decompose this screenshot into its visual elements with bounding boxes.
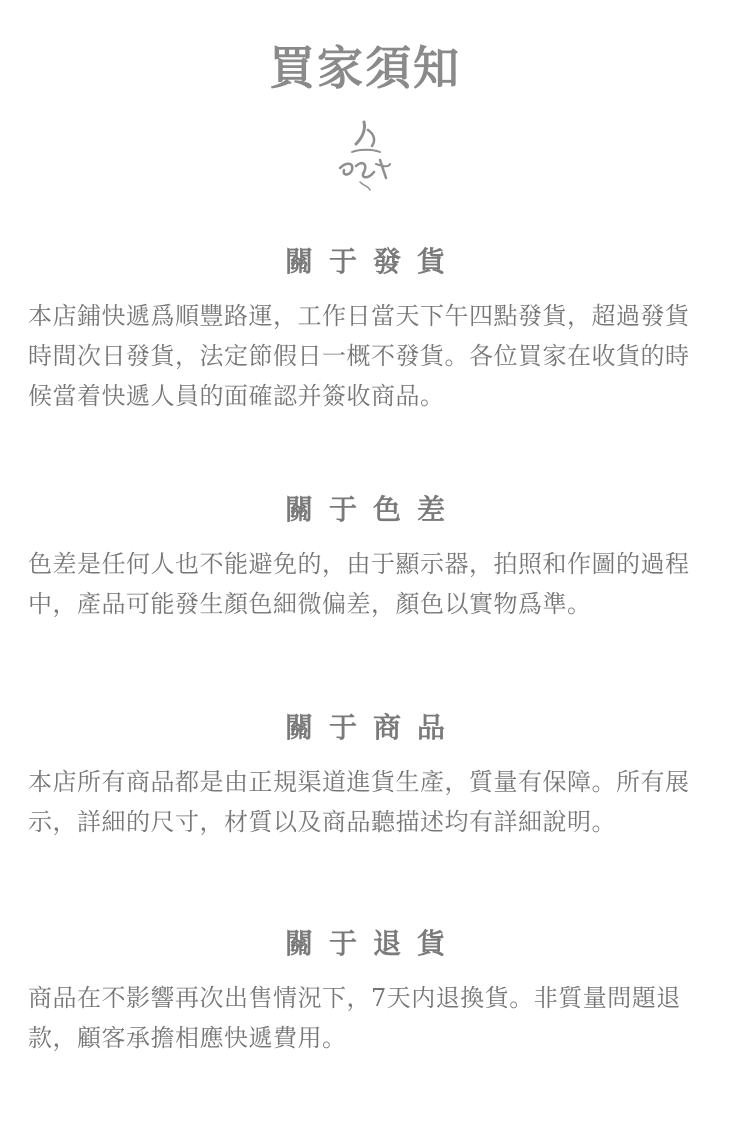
section-returns [0, 924, 730, 1058]
section-shipping [0, 242, 730, 416]
section-body: 商品在不影響再次出售情況下，7天内退換貨。非質量問題退款，顧客承擔相應快遞費用。 [28, 984, 681, 1052]
section-body: 本店鋪快遞爲順豐路運，工作日當天下午四點發貨，超過發貨時間次日發貨，法定節假日一概不發貨。各位買家在收貨的時候當着快遞人員的面確認并簽收商品。 [28, 302, 690, 410]
section-heading: 關于發貨 [284, 245, 461, 278]
section-heading: 關于色差 [284, 493, 461, 526]
section-heading: 關于商品 [284, 711, 461, 744]
calligraphy-ornament-icon [330, 116, 400, 194]
section-color-difference [0, 490, 730, 624]
page-title: 買家須知 [269, 41, 461, 95]
section-body: 本店所有商品都是由正規渠道進貨生產，質量有保障。所有展示，詳細的尺寸，材質以及商品聽描述均有詳細說明。 [28, 768, 690, 836]
section-body: 色差是任何人也不能避免的，由于顯示器，拍照和作圖的過程中，產品可能發生顏色細微偏差，顏色以實物爲準。 [28, 550, 690, 618]
section-products [0, 708, 730, 842]
section-heading: 關于退貨 [284, 927, 461, 960]
